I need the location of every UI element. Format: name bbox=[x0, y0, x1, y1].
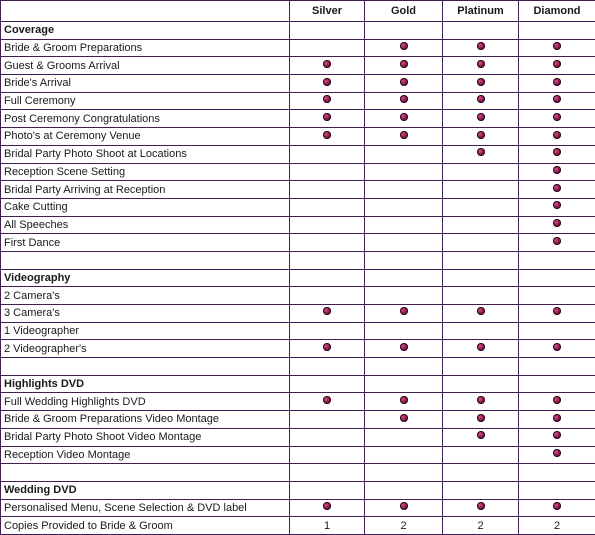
empty-cell bbox=[443, 358, 519, 376]
tier-cell-platinum bbox=[443, 428, 519, 446]
row-label: Post Ceremony Congratulations bbox=[1, 110, 290, 128]
included-dot-icon bbox=[477, 60, 485, 68]
row-label: 1 Videographer bbox=[1, 322, 290, 340]
row-label: Bridal Party Photo Shoot at Locations bbox=[1, 145, 290, 163]
empty-cell bbox=[1, 464, 290, 482]
tier-cell-diamond bbox=[519, 39, 595, 57]
tier-cell-gold bbox=[365, 322, 443, 340]
included-dot-icon bbox=[400, 396, 408, 404]
section-header-row bbox=[1, 269, 595, 287]
included-dot-icon bbox=[477, 502, 485, 510]
empty-cell bbox=[290, 22, 365, 40]
row-label: Full Ceremony bbox=[1, 92, 290, 110]
empty-cell bbox=[519, 251, 595, 269]
copies-count: 2 bbox=[400, 520, 406, 532]
empty-cell bbox=[519, 481, 595, 499]
table-row bbox=[1, 198, 595, 216]
section-header-row bbox=[1, 375, 595, 393]
included-dot-icon bbox=[553, 343, 561, 351]
included-dot-icon bbox=[323, 396, 331, 404]
table-row bbox=[1, 517, 595, 535]
table-row bbox=[1, 411, 595, 429]
included-dot-icon bbox=[400, 95, 408, 103]
tier-cell-diamond bbox=[519, 216, 595, 234]
row-label: Cake Cutting bbox=[1, 198, 290, 216]
included-dot-icon bbox=[400, 414, 408, 422]
tier-cell-diamond bbox=[519, 128, 595, 146]
empty-cell bbox=[365, 269, 443, 287]
row-label: Reception Video Montage bbox=[1, 446, 290, 464]
copies-count: 2 bbox=[554, 520, 560, 532]
row-label: Bride & Groom Preparations Video Montage bbox=[1, 411, 290, 429]
included-dot-icon bbox=[400, 502, 408, 510]
section-title: Videography bbox=[1, 269, 290, 287]
tier-cell-gold bbox=[365, 234, 443, 252]
tier-cell-gold bbox=[365, 428, 443, 446]
header-gold: Gold bbox=[365, 1, 443, 22]
tier-cell-diamond bbox=[519, 393, 595, 411]
tier-cell-silver bbox=[290, 128, 365, 146]
tier-cell-gold bbox=[365, 305, 443, 323]
empty-cell bbox=[365, 481, 443, 499]
tier-cell-diamond bbox=[519, 499, 595, 517]
tier-cell-platinum bbox=[443, 163, 519, 181]
tier-cell-silver bbox=[290, 517, 365, 535]
included-dot-icon bbox=[553, 201, 561, 209]
tier-cell-silver bbox=[290, 446, 365, 464]
tier-cell-platinum bbox=[443, 145, 519, 163]
table-row bbox=[1, 128, 595, 146]
tier-cell-gold bbox=[365, 39, 443, 57]
tier-cell-gold bbox=[365, 287, 443, 305]
row-label: Guest & Grooms Arrival bbox=[1, 57, 290, 75]
included-dot-icon bbox=[553, 42, 561, 50]
table-row bbox=[1, 322, 595, 340]
table-row bbox=[1, 75, 595, 93]
tier-cell-platinum bbox=[443, 75, 519, 93]
empty-cell bbox=[443, 269, 519, 287]
empty-cell bbox=[1, 251, 290, 269]
empty-cell bbox=[365, 22, 443, 40]
header-platinum: Platinum bbox=[443, 1, 519, 22]
section-header-row bbox=[1, 22, 595, 40]
tier-cell-diamond bbox=[519, 57, 595, 75]
empty-cell bbox=[443, 464, 519, 482]
tier-cell-platinum bbox=[443, 393, 519, 411]
row-label: Bride's Arrival bbox=[1, 75, 290, 93]
row-label: Copies Provided to Bride & Groom bbox=[1, 517, 290, 535]
included-dot-icon bbox=[553, 396, 561, 404]
included-dot-icon bbox=[400, 42, 408, 50]
header-row bbox=[1, 1, 595, 22]
empty-cell bbox=[290, 464, 365, 482]
empty-cell bbox=[519, 22, 595, 40]
empty-cell bbox=[519, 464, 595, 482]
empty-cell bbox=[290, 375, 365, 393]
tier-cell-platinum bbox=[443, 340, 519, 358]
empty-cell bbox=[290, 251, 365, 269]
table-row bbox=[1, 181, 595, 199]
tier-cell-gold bbox=[365, 75, 443, 93]
included-dot-icon bbox=[553, 78, 561, 86]
tier-cell-platinum bbox=[443, 499, 519, 517]
empty-cell bbox=[365, 251, 443, 269]
tier-cell-diamond bbox=[519, 428, 595, 446]
tier-cell-diamond bbox=[519, 92, 595, 110]
empty-cell bbox=[443, 251, 519, 269]
tier-cell-diamond bbox=[519, 287, 595, 305]
tier-cell-platinum bbox=[443, 128, 519, 146]
empty-cell bbox=[519, 358, 595, 376]
tier-cell-silver bbox=[290, 216, 365, 234]
table-row bbox=[1, 39, 595, 57]
row-label: Bridal Party Photo Shoot Video Montage bbox=[1, 428, 290, 446]
included-dot-icon bbox=[477, 42, 485, 50]
included-dot-icon bbox=[477, 414, 485, 422]
row-label: All Speeches bbox=[1, 216, 290, 234]
header-label-cell bbox=[1, 1, 290, 22]
included-dot-icon bbox=[323, 60, 331, 68]
included-dot-icon bbox=[477, 431, 485, 439]
table-row bbox=[1, 110, 595, 128]
row-label: Full Wedding Highlights DVD bbox=[1, 393, 290, 411]
tier-cell-diamond bbox=[519, 234, 595, 252]
tier-cell-platinum bbox=[443, 322, 519, 340]
tier-cell-platinum bbox=[443, 110, 519, 128]
empty-cell bbox=[365, 464, 443, 482]
section-title: Wedding DVD bbox=[1, 481, 290, 499]
included-dot-icon bbox=[553, 166, 561, 174]
included-dot-icon bbox=[553, 449, 561, 457]
table-row bbox=[1, 340, 595, 358]
included-dot-icon bbox=[323, 343, 331, 351]
tier-cell-silver bbox=[290, 393, 365, 411]
included-dot-icon bbox=[477, 307, 485, 315]
copies-count: 2 bbox=[477, 520, 483, 532]
tier-cell-gold bbox=[365, 411, 443, 429]
tier-cell-gold bbox=[365, 110, 443, 128]
tier-cell-gold bbox=[365, 517, 443, 535]
included-dot-icon bbox=[553, 131, 561, 139]
empty-cell bbox=[443, 22, 519, 40]
included-dot-icon bbox=[553, 184, 561, 192]
tier-cell-silver bbox=[290, 428, 365, 446]
included-dot-icon bbox=[553, 60, 561, 68]
tier-cell-gold bbox=[365, 92, 443, 110]
header-silver: Silver bbox=[290, 1, 365, 22]
tier-cell-gold bbox=[365, 446, 443, 464]
tier-cell-silver bbox=[290, 110, 365, 128]
included-dot-icon bbox=[477, 396, 485, 404]
table-row bbox=[1, 234, 595, 252]
included-dot-icon bbox=[553, 502, 561, 510]
row-label: Personalised Menu, Scene Selection & DVD label bbox=[1, 499, 290, 517]
row-label: 3 Camera's bbox=[1, 305, 290, 323]
tier-cell-platinum bbox=[443, 181, 519, 199]
empty-cell bbox=[519, 269, 595, 287]
tier-cell-gold bbox=[365, 340, 443, 358]
included-dot-icon bbox=[400, 78, 408, 86]
empty-cell bbox=[365, 358, 443, 376]
tier-cell-diamond bbox=[519, 340, 595, 358]
tier-cell-gold bbox=[365, 57, 443, 75]
included-dot-icon bbox=[477, 113, 485, 121]
empty-cell bbox=[443, 481, 519, 499]
included-dot-icon bbox=[553, 414, 561, 422]
table-row bbox=[1, 216, 595, 234]
tier-cell-diamond bbox=[519, 75, 595, 93]
tier-cell-platinum bbox=[443, 92, 519, 110]
table-row bbox=[1, 145, 595, 163]
table-body bbox=[1, 22, 595, 535]
tier-cell-silver bbox=[290, 92, 365, 110]
tier-cell-platinum bbox=[443, 305, 519, 323]
table-row bbox=[1, 446, 595, 464]
tier-cell-silver bbox=[290, 145, 365, 163]
empty-cell bbox=[290, 269, 365, 287]
tier-cell-gold bbox=[365, 181, 443, 199]
row-label: 2 Camera's bbox=[1, 287, 290, 305]
tier-cell-silver bbox=[290, 411, 365, 429]
included-dot-icon bbox=[323, 113, 331, 121]
empty-cell bbox=[365, 375, 443, 393]
included-dot-icon bbox=[323, 307, 331, 315]
spacer-row bbox=[1, 251, 595, 269]
tier-cell-silver bbox=[290, 181, 365, 199]
tier-cell-silver bbox=[290, 322, 365, 340]
tier-cell-silver bbox=[290, 305, 365, 323]
section-title: Coverage bbox=[1, 22, 290, 40]
tier-cell-platinum bbox=[443, 39, 519, 57]
tier-cell-diamond bbox=[519, 145, 595, 163]
included-dot-icon bbox=[400, 113, 408, 121]
tier-cell-silver bbox=[290, 163, 365, 181]
tier-cell-diamond bbox=[519, 446, 595, 464]
included-dot-icon bbox=[553, 219, 561, 227]
tier-cell-diamond bbox=[519, 163, 595, 181]
empty-cell bbox=[519, 375, 595, 393]
included-dot-icon bbox=[477, 78, 485, 86]
included-dot-icon bbox=[477, 131, 485, 139]
included-dot-icon bbox=[323, 502, 331, 510]
section-title: Highlights DVD bbox=[1, 375, 290, 393]
included-dot-icon bbox=[400, 307, 408, 315]
tier-cell-gold bbox=[365, 499, 443, 517]
tier-cell-silver bbox=[290, 39, 365, 57]
row-label: Photo's at Ceremony Venue bbox=[1, 128, 290, 146]
tier-cell-platinum bbox=[443, 216, 519, 234]
included-dot-icon bbox=[553, 95, 561, 103]
tier-cell-silver bbox=[290, 499, 365, 517]
tier-cell-diamond bbox=[519, 110, 595, 128]
table-row bbox=[1, 428, 595, 446]
table-row bbox=[1, 305, 595, 323]
row-label: Reception Scene Setting bbox=[1, 163, 290, 181]
included-dot-icon bbox=[477, 148, 485, 156]
tier-cell-platinum bbox=[443, 287, 519, 305]
tier-cell-platinum bbox=[443, 411, 519, 429]
included-dot-icon bbox=[477, 95, 485, 103]
included-dot-icon bbox=[553, 307, 561, 315]
tier-cell-silver bbox=[290, 234, 365, 252]
table-row bbox=[1, 499, 595, 517]
row-label: Bridal Party Arriving at Reception bbox=[1, 181, 290, 199]
table-row bbox=[1, 163, 595, 181]
included-dot-icon bbox=[553, 113, 561, 121]
table-row bbox=[1, 92, 595, 110]
tier-cell-gold bbox=[365, 393, 443, 411]
table-row bbox=[1, 393, 595, 411]
spacer-row bbox=[1, 358, 595, 376]
included-dot-icon bbox=[323, 78, 331, 86]
copies-count: 1 bbox=[324, 520, 330, 532]
included-dot-icon bbox=[400, 131, 408, 139]
included-dot-icon bbox=[323, 95, 331, 103]
tier-cell-gold bbox=[365, 128, 443, 146]
tier-cell-platinum bbox=[443, 198, 519, 216]
tier-cell-gold bbox=[365, 145, 443, 163]
included-dot-icon bbox=[400, 343, 408, 351]
spacer-row bbox=[1, 464, 595, 482]
table-row bbox=[1, 57, 595, 75]
row-label: 2 Videographer's bbox=[1, 340, 290, 358]
tier-cell-diamond bbox=[519, 517, 595, 535]
empty-cell bbox=[290, 358, 365, 376]
empty-cell bbox=[1, 358, 290, 376]
empty-cell bbox=[290, 481, 365, 499]
tier-cell-silver bbox=[290, 340, 365, 358]
included-dot-icon bbox=[553, 237, 561, 245]
tier-cell-platinum bbox=[443, 57, 519, 75]
tier-cell-diamond bbox=[519, 322, 595, 340]
tier-cell-silver bbox=[290, 287, 365, 305]
included-dot-icon bbox=[553, 148, 561, 156]
row-label: First Dance bbox=[1, 234, 290, 252]
tier-cell-platinum bbox=[443, 234, 519, 252]
included-dot-icon bbox=[400, 60, 408, 68]
tier-cell-platinum bbox=[443, 517, 519, 535]
row-label: Bride & Groom Preparations bbox=[1, 39, 290, 57]
included-dot-icon bbox=[553, 431, 561, 439]
table-row bbox=[1, 287, 595, 305]
header-diamond: Diamond bbox=[519, 1, 595, 22]
empty-cell bbox=[443, 375, 519, 393]
tier-cell-diamond bbox=[519, 198, 595, 216]
included-dot-icon bbox=[477, 343, 485, 351]
tier-cell-gold bbox=[365, 216, 443, 234]
tier-cell-diamond bbox=[519, 305, 595, 323]
tier-cell-gold bbox=[365, 198, 443, 216]
section-header-row bbox=[1, 481, 595, 499]
tier-cell-platinum bbox=[443, 446, 519, 464]
tier-cell-silver bbox=[290, 198, 365, 216]
tier-cell-diamond bbox=[519, 181, 595, 199]
included-dot-icon bbox=[323, 131, 331, 139]
tier-cell-gold bbox=[365, 163, 443, 181]
tier-cell-silver bbox=[290, 75, 365, 93]
tier-cell-silver bbox=[290, 57, 365, 75]
tier-cell-diamond bbox=[519, 411, 595, 429]
